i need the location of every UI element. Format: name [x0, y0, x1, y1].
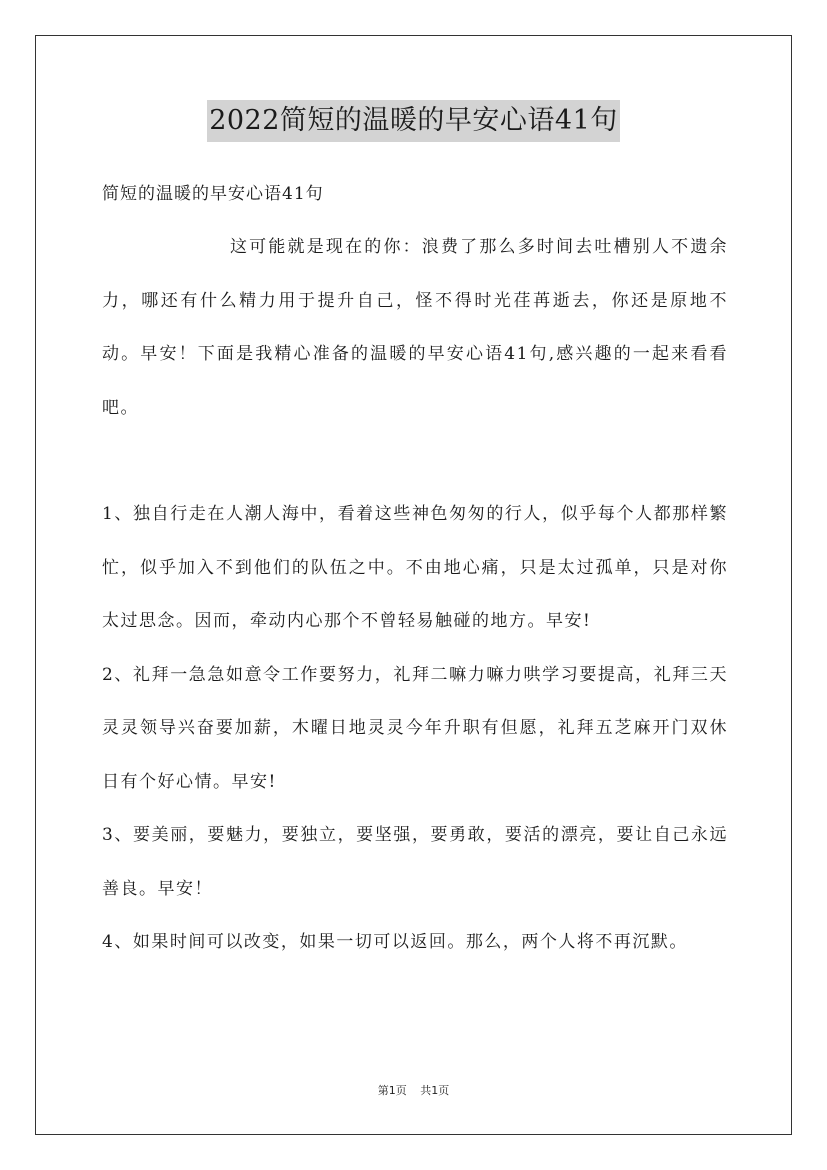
page-total: 共1页	[420, 1084, 450, 1097]
page-number: 第1页	[377, 1084, 407, 1097]
title-container	[0, 100, 827, 142]
intro-paragraph: 这可能就是现在的你：浪费了那么多时间去吐槽别人不遗余力，哪还有什么精力用于提升自己，怪不得时光荏苒逝去，你还是原地不动。早安！下面是我精心准备的温暖的早安心语41句,感兴趣的一起来看看吧。	[102, 237, 728, 418]
list-item: 3、要美丽，要魅力，要独立，要坚强，要勇敢，要活的漂亮，要让自己永远善良。早安！	[102, 825, 728, 899]
list-item: 4、如果时间可以改变，如果一切可以返回。那么，两个人将不再沉默。	[102, 932, 688, 952]
document-title: 2022简短的温暖的早安心语41句	[207, 100, 620, 142]
paragraph-spacer	[102, 435, 728, 488]
list-item: 1、独自行走在人潮人海中，看着这些神色匆匆的行人，似乎每个人都那样繁忙，似乎加入不到他们的队伍之中。不由地心痛，只是太过孤单，只是对你太过思念。因而，牵动内心那个不曾轻易触碰的地方。早安!	[102, 504, 728, 631]
list-item: 2、礼拜一急急如意令工作要努力，礼拜二嘛力嘛力哄学习要提高，礼拜三天灵灵领导兴奋要加薪，木曜日地灵灵今年升职有但愿，礼拜五芝麻开门双休日有个好心情。早安!	[102, 664, 728, 792]
document-body	[102, 174, 728, 970]
document-subtitle: 简短的温暖的早安心语41句	[102, 184, 324, 204]
page-footer	[0, 1082, 827, 1098]
